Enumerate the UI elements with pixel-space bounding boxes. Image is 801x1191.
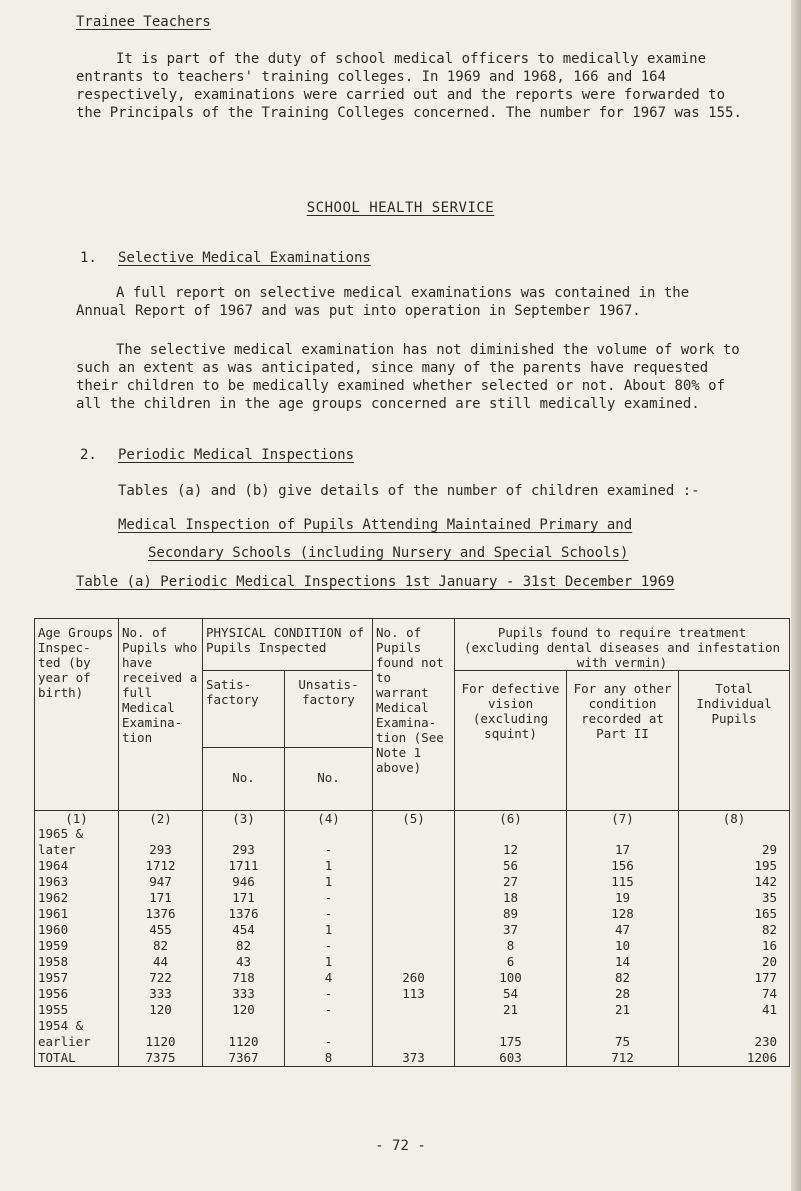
cell-pupils-examined: 293	[119, 826, 203, 858]
cell-age-group	[35, 826, 119, 858]
cell-other-condition: 19	[567, 890, 679, 906]
cell-defective-vision: 18	[455, 890, 567, 906]
table-title: Table (a) Periodic Medical Inspections 1st January - 31st December 1969	[76, 574, 675, 590]
section-2-paragraph: Tables (a) and (b) give details of the number of children examined :-	[118, 483, 700, 499]
header-total-pupils: Total Individual Pupils	[679, 671, 790, 811]
section-2-number: 2.	[80, 447, 97, 463]
cell-total-pupils: 177	[679, 970, 790, 986]
cell-defective-vision: 6	[455, 954, 567, 970]
col-num: (1)	[35, 811, 119, 827]
cell-other-condition: 21	[567, 1002, 679, 1018]
cell-satisfactory: 1120	[203, 1018, 285, 1050]
age-line: 1963	[38, 874, 69, 889]
table-row	[35, 1018, 790, 1050]
cell-defective-vision: 89	[455, 906, 567, 922]
total-c2: 7375	[119, 1050, 203, 1067]
cell-satisfactory: 1711	[203, 858, 285, 874]
table-row	[35, 874, 790, 890]
cell-age-group	[35, 906, 119, 922]
cell-satisfactory: 1376	[203, 906, 285, 922]
table-row	[35, 922, 790, 938]
cell-age-group	[35, 970, 119, 986]
cell-unsatisfactory: 4	[285, 970, 373, 986]
cell-unsatisfactory: 1	[285, 874, 373, 890]
cell-not-warrant	[373, 938, 455, 954]
cell-age-group	[35, 890, 119, 906]
col-num: (5)	[373, 811, 455, 827]
header-not-warrant: No. of Pupils found not to warrant Medical Examina- tion (See Note 1 above)	[373, 619, 455, 811]
table-header-row-1	[35, 619, 790, 671]
cell-other-condition: 75	[567, 1018, 679, 1050]
section-1-paragraph-1: A full report on selective medical examinations was contained in the Annual Report of 1967 and was put into operation in September 1967.	[76, 285, 690, 319]
cell-pupils-examined: 1120	[119, 1018, 203, 1050]
cell-unsatisfactory: 1	[285, 954, 373, 970]
cell-unsatisfactory: -	[285, 890, 373, 906]
cell-other-condition: 28	[567, 986, 679, 1002]
cell-defective-vision: 100	[455, 970, 567, 986]
table-row	[35, 826, 790, 858]
cell-other-condition: 10	[567, 938, 679, 954]
cell-pupils-examined: 120	[119, 1002, 203, 1018]
cell-not-warrant	[373, 890, 455, 906]
total-c4: 8	[285, 1050, 373, 1067]
table-body	[35, 826, 790, 1050]
col-num: (2)	[119, 811, 203, 827]
cell-not-warrant: 113	[373, 986, 455, 1002]
paragraph-trainee: It is part of the duty of school medical officers to medically examine entrants to teachers' training colleges. In 1969 and 1968, 166 and 164 respectively, examinations were carried out and the reports were forwarded to the Principals of the Training Colleges concerned. The number for 1967 was 155.	[76, 51, 742, 121]
header-no-unsatisfactory: No.	[285, 748, 373, 811]
cell-other-condition: 128	[567, 906, 679, 922]
age-line: 1965 &	[38, 826, 84, 841]
cell-defective-vision: 12	[455, 826, 567, 858]
header-other-condition: For any other condition recorded at Part II	[567, 671, 679, 811]
cell-age-group	[35, 954, 119, 970]
cell-pupils-examined: 1712	[119, 858, 203, 874]
header-age-groups: Age Groups Inspec- ted (by year of birth)	[35, 619, 119, 811]
cell-pupils-examined: 82	[119, 938, 203, 954]
cell-not-warrant	[373, 826, 455, 858]
section-1-number: 1.	[80, 250, 97, 266]
cell-total-pupils: 20	[679, 954, 790, 970]
total-c7: 712	[567, 1050, 679, 1067]
cell-total-pupils: 142	[679, 874, 790, 890]
cell-age-group	[35, 922, 119, 938]
cell-total-pupils: 35	[679, 890, 790, 906]
cell-satisfactory: 333	[203, 986, 285, 1002]
cell-unsatisfactory: 1	[285, 922, 373, 938]
header-pupils-examined: No. of Pupils who have received a full Medical Examina- tion	[119, 619, 203, 811]
table-row	[35, 906, 790, 922]
heading-school-health-service: SCHOOL HEALTH SERVICE	[306, 200, 495, 216]
cell-unsatisfactory: -	[285, 906, 373, 922]
cell-age-group	[35, 858, 119, 874]
periodic-inspections-table	[34, 618, 790, 1067]
age-line: 1960	[38, 922, 69, 937]
cell-age-group	[35, 1002, 119, 1018]
cell-satisfactory: 293	[203, 826, 285, 858]
col-num: (4)	[285, 811, 373, 827]
cell-unsatisfactory: -	[285, 1002, 373, 1018]
cell-satisfactory: 171	[203, 890, 285, 906]
age-line: 1955	[38, 1002, 69, 1017]
sub-heading-line-2: Secondary Schools (including Nursery and Special Schools)	[148, 545, 629, 561]
cell-unsatisfactory: -	[285, 938, 373, 954]
cell-total-pupils: 230	[679, 1018, 790, 1050]
cell-defective-vision: 56	[455, 858, 567, 874]
page-edge	[791, 0, 801, 1191]
cell-pupils-examined: 947	[119, 874, 203, 890]
cell-not-warrant	[373, 906, 455, 922]
cell-total-pupils: 29	[679, 826, 790, 858]
cell-age-group	[35, 874, 119, 890]
header-satisfactory: Satis- factory	[203, 671, 285, 748]
cell-other-condition: 17	[567, 826, 679, 858]
header-require-treatment: Pupils found to require treatment (excluding dental diseases and infestation with vermin)	[455, 619, 790, 671]
age-line: earlier	[38, 1034, 91, 1049]
cell-unsatisfactory: -	[285, 986, 373, 1002]
cell-other-condition: 14	[567, 954, 679, 970]
col-num: (7)	[567, 811, 679, 827]
cell-not-warrant: 260	[373, 970, 455, 986]
age-line: 1962	[38, 890, 69, 905]
cell-satisfactory: 946	[203, 874, 285, 890]
cell-pupils-examined: 1376	[119, 906, 203, 922]
age-line: 1956	[38, 986, 69, 1001]
header-defective-vision: For defective vision (excluding squint)	[455, 671, 567, 811]
cell-not-warrant	[373, 874, 455, 890]
cell-pupils-examined: 333	[119, 986, 203, 1002]
cell-total-pupils: 195	[679, 858, 790, 874]
cell-unsatisfactory: 1	[285, 858, 373, 874]
header-physical-condition: PHYSICAL CONDITION of Pupils Inspected	[203, 619, 373, 671]
col-num: (3)	[203, 811, 285, 827]
cell-age-group	[35, 1018, 119, 1050]
cell-defective-vision: 37	[455, 922, 567, 938]
heading-trainee-teachers: Trainee Teachers	[76, 14, 211, 30]
table-row	[35, 954, 790, 970]
cell-not-warrant	[373, 858, 455, 874]
cell-pupils-examined: 171	[119, 890, 203, 906]
table-row	[35, 858, 790, 874]
total-c5: 373	[373, 1050, 455, 1067]
cell-pupils-examined: 722	[119, 970, 203, 986]
col-num: (8)	[679, 811, 790, 827]
cell-satisfactory: 120	[203, 1002, 285, 1018]
cell-total-pupils: 165	[679, 906, 790, 922]
cell-defective-vision: 27	[455, 874, 567, 890]
cell-defective-vision: 21	[455, 1002, 567, 1018]
section-1-paragraph-2: The selective medical examination has not diminished the volume of work to such an extent as was anticipated, since many of the parents have requested their children to be medically examined whether selected or not. About 80% of all the children in the age groups concerned are still medically examined.	[76, 342, 740, 412]
cell-defective-vision: 8	[455, 938, 567, 954]
age-line: 1959	[38, 938, 69, 953]
cell-age-group	[35, 986, 119, 1002]
cell-total-pupils: 82	[679, 922, 790, 938]
age-line: 1954 &	[38, 1018, 84, 1033]
age-line: 1957	[38, 970, 69, 985]
cell-total-pupils: 41	[679, 1002, 790, 1018]
cell-age-group	[35, 938, 119, 954]
cell-satisfactory: 82	[203, 938, 285, 954]
total-label: TOTAL	[35, 1050, 119, 1067]
total-c3: 7367	[203, 1050, 285, 1067]
cell-not-warrant	[373, 1002, 455, 1018]
table-row	[35, 890, 790, 906]
cell-other-condition: 47	[567, 922, 679, 938]
cell-satisfactory: 43	[203, 954, 285, 970]
column-number-row	[35, 811, 790, 827]
cell-not-warrant	[373, 954, 455, 970]
table-row	[35, 986, 790, 1002]
cell-pupils-examined: 455	[119, 922, 203, 938]
cell-total-pupils: 16	[679, 938, 790, 954]
total-c6: 603	[455, 1050, 567, 1067]
cell-not-warrant	[373, 922, 455, 938]
cell-other-condition: 156	[567, 858, 679, 874]
cell-unsatisfactory: -	[285, 1018, 373, 1050]
section-1-title: Selective Medical Examinations	[118, 250, 371, 266]
cell-satisfactory: 718	[203, 970, 285, 986]
table-row	[35, 938, 790, 954]
sub-heading-line-1: Medical Inspection of Pupils Attending Maintained Primary and	[118, 517, 633, 533]
cell-not-warrant	[373, 1018, 455, 1050]
age-line: 1961	[38, 906, 69, 921]
col-num: (6)	[455, 811, 567, 827]
cell-total-pupils: 74	[679, 986, 790, 1002]
page-number: - 72 -	[375, 1138, 426, 1154]
header-no-satisfactory: No.	[203, 748, 285, 811]
cell-other-condition: 115	[567, 874, 679, 890]
age-line: later	[38, 842, 76, 857]
table-total-row	[35, 1050, 790, 1067]
cell-defective-vision: 175	[455, 1018, 567, 1050]
age-line: 1964	[38, 858, 69, 873]
cell-unsatisfactory: -	[285, 826, 373, 858]
cell-pupils-examined: 44	[119, 954, 203, 970]
cell-defective-vision: 54	[455, 986, 567, 1002]
section-2-title: Periodic Medical Inspections	[118, 447, 355, 463]
header-unsatisfactory: Unsatis- factory	[285, 671, 373, 748]
table-row	[35, 970, 790, 986]
cell-satisfactory: 454	[203, 922, 285, 938]
table-row	[35, 1002, 790, 1018]
cell-other-condition: 82	[567, 970, 679, 986]
total-c8: 1206	[679, 1050, 790, 1067]
age-line: 1958	[38, 954, 69, 969]
